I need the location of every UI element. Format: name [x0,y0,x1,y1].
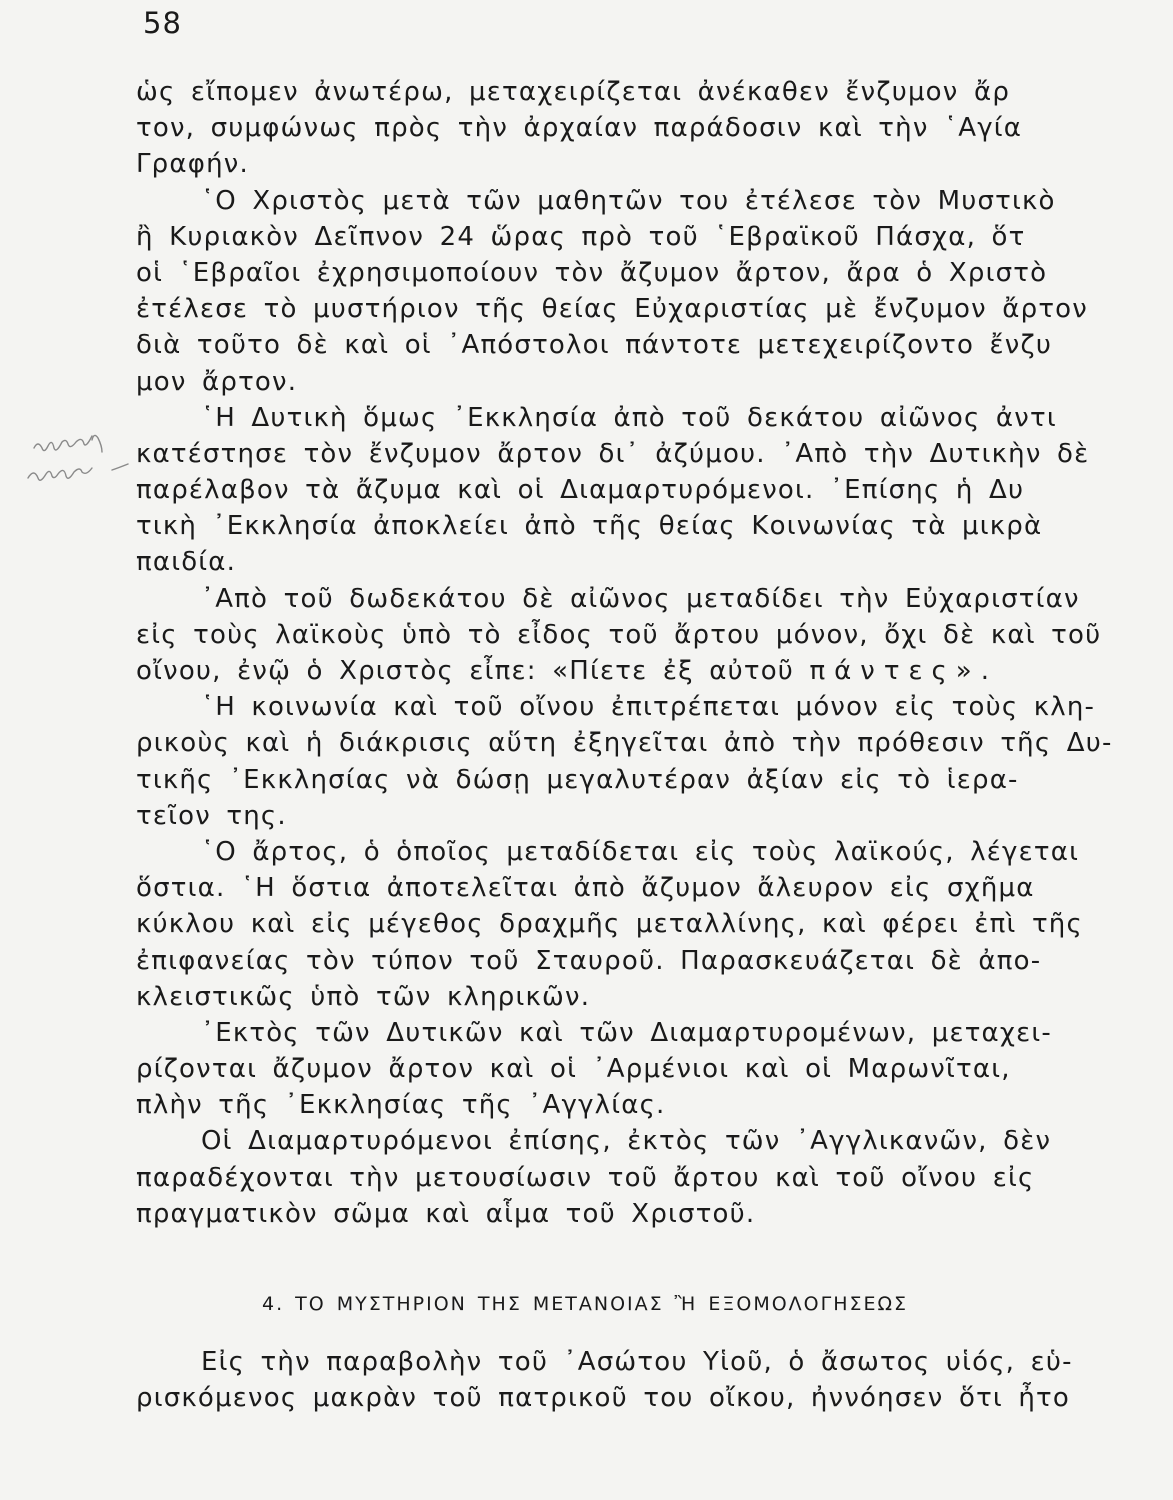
text-line: παιδία. [136,547,237,578]
text-line: παραδέχονται τὴν μετουσίωσιν τοῦ ἄρτου καὶ τοῦ οἴνου εἰς [136,1162,1035,1193]
text-line: τικὴ ᾿Εκκλησία ἀποκλείει ἀπὸ τῆς θείας Κοινωνίας τὰ μικρὰ [136,511,1043,542]
text-line: μον ἄρτον. [136,366,298,397]
handwriting-scribble [12,426,142,492]
page-number: 58 [143,6,182,40]
text-line: ὅστια. ῾Η ὅστια ἀποτελεῖται ἀπὸ ἄζυμον ἄλευρον εἰς σχῆμα [136,873,1035,904]
text-line: Εἰς τὴν παραβολὴν τοῦ ᾿Ασώτου Υἱοῦ, ὁ ἄσωτος υἱός, εὑ- [201,1347,1073,1377]
text-line: κατέστησε τὸν ἔνζυμον ἄρτον δι᾿ ἀζύμου. ᾿Απὸ τὴν Δυτικὴν δὲ [136,438,1090,469]
text-line: ᾿Εκτὸς τῶν Δυτικῶν καὶ τῶν Διαμαρτυρομένων, μεταχει- [201,1017,1052,1048]
section-heading: 4. ΤΟ ΜΥΣΤΗΡΙΟΝ ΤΗΣ ΜΕΤΑΝΟΙΑΣ Ἢ ΕΞΟΜΟΛΟΓΗΣΕΩΣ [262,1293,909,1315]
text-line: ᾿Απὸ τοῦ δωδεκάτου δὲ αἰῶνος μεταδίδει τὴν Εὐχαριστίαν [201,583,1080,614]
quote-text: οἴνου, ἐνῷ ὁ Χριστὸς εἶπε: «Πίετε ἐξ αὐτοῦ [136,656,795,686]
text-line [136,653,1173,689]
text-line: ῾Η Δυτικὴ ὅμως ᾿Εκκλησία ἀπὸ τοῦ δεκάτου αἰῶνος ἀντι [201,402,1057,433]
spaced-emphasis: πάντες». [809,656,998,686]
text-line: τον, συμφώνως πρὸς τὴν ἀρχαίαν παράδοσιν καὶ τὴν ῾Αγία [136,113,1023,144]
text-line: εἰς τοὺς λαϊκοὺς ὑπὸ τὸ εἶδος τοῦ ἄρτου μόνον, ὄχι δὲ καὶ τοῦ [136,619,1102,650]
text-line: πραγματικὸν σῶμα καὶ αἷμα τοῦ Χριστοῦ. [136,1198,756,1229]
text-line: κύκλου καὶ εἰς μέγεθος δραχμῆς μεταλλίνης, καὶ φέρει ἐπὶ τῆς [136,909,1083,940]
text-line: ῾Ο ἄρτος, ὁ ὁποῖος μεταδίδεται εἰς τοὺς λαϊκούς, λέγεται [201,836,1080,867]
handwritten-margin-note [12,426,142,492]
text-line: οἱ ῾Εβραῖοι ἐχρησιμοποίουν τὸν ἄζυμον ἄρτον, ἄρα ὁ Χριστὸ [136,257,1048,288]
text-line: ἢ Κυριακὸν Δεῖπνον 24 ὥρας πρὸ τοῦ ῾Εβραϊκοῦ Πάσχα, ὅτ [136,221,1026,252]
text-line: διὰ τοῦτο δὲ καὶ οἱ ᾿Απόστολοι πάντοτε μετεχειρίζοντο ἔνζυ [136,330,1053,361]
text-line: Γραφήν. [136,149,249,180]
text-line: παρέλαβον τὰ ἄζυμα καὶ οἱ Διαμαρτυρόμενοι. ᾿Επίσης ἡ Δυ [136,475,1025,506]
text-line: ὡς εἴπομεν ἀνωτέρω, μεταχειρίζεται ἀνέκαθεν ἔνζυμον ἄρ [136,77,1011,107]
text-line: τικῆς ᾿Εκκλησίας νὰ δώσῃ μεγαλυτέραν ἀξίαν εἰς τὸ ἱερα- [136,764,1019,795]
section-body-text [136,1344,1173,1416]
text-line: ρικοὺς καὶ ἡ διάκρισις αὕτη ἐξηγεῖται ἀπὸ τὴν πρόθεσιν τῆς Δυ- [136,728,1113,759]
text-line: ἐπιφανείας τὸν τύπον τοῦ Σταυροῦ. Παρασκευάζεται δὲ ἀπο- [136,945,1042,976]
text-line: τεῖον της. [136,800,287,831]
text-line: ῾Η κοινωνία καὶ τοῦ οἴνου ἐπιτρέπεται μόνον εἰς τοὺς κλη- [201,692,1096,723]
text-line: πλὴν τῆς ᾿Εκκλησίας τῆς ᾿Αγγλίας. [136,1090,666,1121]
text-line: ρισκόμενος μακρὰν τοῦ πατρικοῦ του οἴκου, ἠννόησεν ὅτι ἦτο [136,1383,1071,1414]
text-line: κλειστικῶς ὑπὸ τῶν κληρικῶν. [136,981,591,1012]
text-line: Οἱ Διαμαρτυρόμενοι ἐπίσης, ἐκτὸς τῶν ᾿Αγγλικανῶν, δὲν [201,1126,1052,1157]
text-line: ἐτέλεσε τὸ μυστήριον τῆς θείας Εὐχαριστίας μὲ ἔνζυμον ἄρτον [136,294,1089,325]
body-text [136,74,1173,1232]
text-line: ῾Ο Χριστὸς μετὰ τῶν μαθητῶν του ἐτέλεσε τὸν Μυστικὸ [201,185,1056,216]
text-line: ρίζονται ἄζυμον ἄρτον καὶ οἱ ᾿Αρμένιοι καὶ οἱ Μαρωνῖται, [136,1054,1011,1085]
